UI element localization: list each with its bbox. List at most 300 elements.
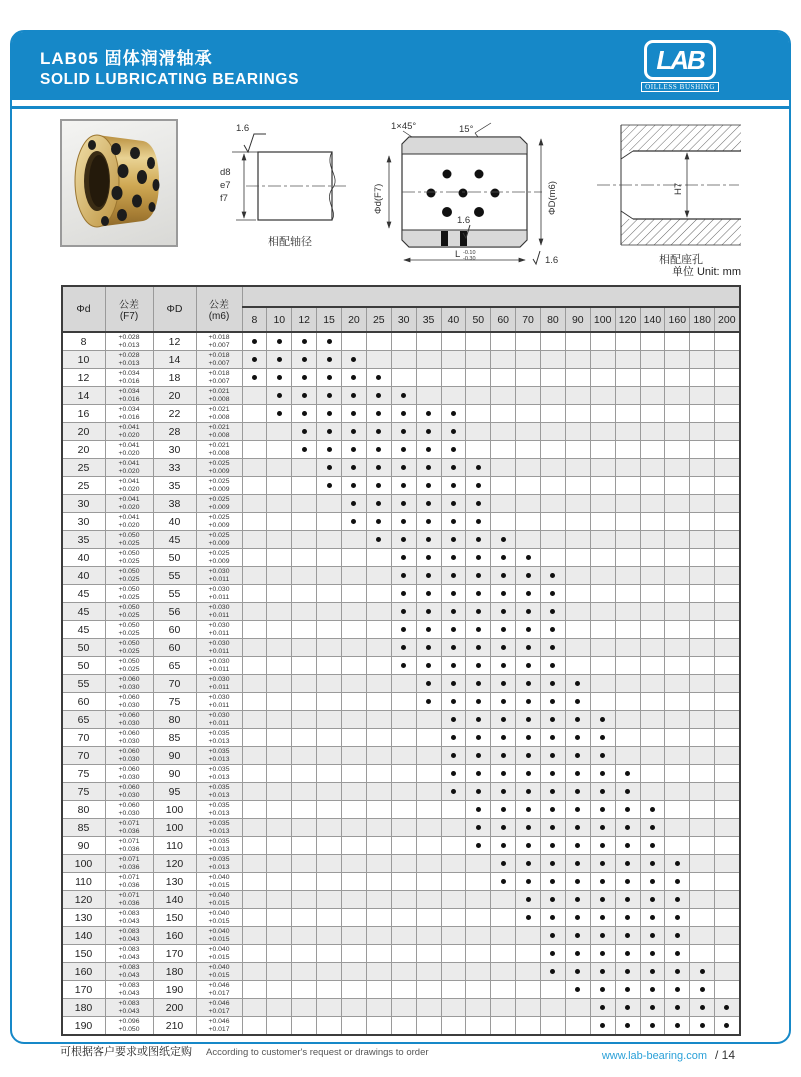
cell-D-tolerance: +0.035 +0.013 (196, 801, 242, 819)
cell-inner-diameter: 140 (62, 927, 106, 945)
cell-d-tolerance: +0.060 +0.030 (105, 729, 153, 747)
cell-length-200 (715, 999, 740, 1017)
table-row (62, 819, 740, 837)
cell-length-25 (366, 747, 391, 765)
cell-length-10 (267, 711, 292, 729)
cell-D-tolerance: +0.035 +0.013 (196, 747, 242, 765)
availability-dot (376, 483, 381, 488)
cell-length-120 (615, 657, 640, 675)
cell-length-12 (292, 729, 317, 747)
availability-dot (426, 627, 431, 632)
cell-length-200 (715, 945, 740, 963)
availability-dot (550, 843, 555, 848)
cell-length-25 (366, 332, 391, 351)
cell-length-10 (267, 999, 292, 1017)
cell-length-50 (466, 513, 491, 531)
availability-dot (675, 1023, 680, 1028)
cell-length-15 (317, 783, 342, 801)
cell-length-12 (292, 423, 317, 441)
table-row (62, 765, 740, 783)
availability-dot (526, 627, 531, 632)
cell-length-40 (441, 459, 466, 477)
availability-dot (426, 681, 431, 686)
col-header-D: ΦD (153, 286, 196, 332)
length-col-header: 80 (541, 307, 566, 332)
availability-dot (526, 555, 531, 560)
cell-length-50 (466, 495, 491, 513)
cell-length-90 (565, 927, 590, 945)
availability-dot (401, 429, 406, 434)
availability-dot (476, 717, 481, 722)
cell-length-35 (416, 909, 441, 927)
availability-dot (575, 933, 580, 938)
cell-length-25 (366, 675, 391, 693)
cell-length-120 (615, 765, 640, 783)
cell-length-80 (541, 945, 566, 963)
cell-length-20 (342, 999, 367, 1017)
cell-D-tolerance: +0.030 +0.011 (196, 585, 242, 603)
availability-dot (550, 699, 555, 704)
cell-length-15 (317, 891, 342, 909)
cell-length-60 (491, 873, 516, 891)
cell-D-tolerance: +0.025 +0.009 (196, 495, 242, 513)
availability-dot (476, 753, 481, 758)
cell-length-15 (317, 441, 342, 459)
availability-dot (575, 879, 580, 884)
cell-length-70 (516, 765, 541, 783)
housing-drawing (593, 119, 743, 269)
cell-length-25 (366, 441, 391, 459)
cell-length-50 (466, 459, 491, 477)
cell-length-25 (366, 909, 391, 927)
availability-dot (476, 771, 481, 776)
availability-dot (675, 915, 680, 920)
cell-outer-diameter: 50 (153, 549, 196, 567)
cell-length-12 (292, 657, 317, 675)
cell-D-tolerance: +0.035 +0.013 (196, 819, 242, 837)
shaft-drawing (196, 119, 348, 259)
cell-d-tolerance: +0.034 +0.016 (105, 405, 153, 423)
availability-dot (625, 1023, 630, 1028)
availability-dot (501, 537, 506, 542)
cell-length-100 (590, 585, 615, 603)
cell-length-8 (242, 549, 267, 567)
cell-length-140 (640, 531, 665, 549)
cell-length-10 (267, 387, 292, 405)
od-dim-label: ΦD(m6) (546, 181, 558, 215)
cell-length-50 (466, 369, 491, 387)
cell-length-25 (366, 729, 391, 747)
availability-dot (501, 789, 506, 794)
availability-dot (675, 969, 680, 974)
cell-length-70 (516, 711, 541, 729)
cell-length-200 (715, 477, 740, 495)
availability-dot (600, 1005, 605, 1010)
inner-finish-label: 1.6 (456, 215, 470, 226)
cell-length-50 (466, 801, 491, 819)
cell-length-12 (292, 981, 317, 999)
cell-length-35 (416, 675, 441, 693)
availability-dot (550, 825, 555, 830)
cell-D-tolerance: +0.046 +0.017 (196, 999, 242, 1017)
table-row (62, 531, 740, 549)
cell-length-50 (466, 837, 491, 855)
cell-length-35 (416, 999, 441, 1017)
cell-length-40 (441, 369, 466, 387)
cell-length-200 (715, 873, 740, 891)
availability-dot (426, 645, 431, 650)
cell-length-60 (491, 459, 516, 477)
cell-length-25 (366, 513, 391, 531)
cell-length-140 (640, 909, 665, 927)
cell-length-12 (292, 963, 317, 981)
website-link[interactable]: www.lab-bearing.com (601, 1050, 707, 1062)
cell-length-60 (491, 531, 516, 549)
cell-length-80 (541, 603, 566, 621)
cell-length-12 (292, 495, 317, 513)
cell-length-50 (466, 945, 491, 963)
cell-length-200 (715, 819, 740, 837)
table-row (62, 801, 740, 819)
cell-length-20 (342, 909, 367, 927)
page-titles (40, 44, 299, 89)
availability-dot (376, 519, 381, 524)
availability-dot (327, 375, 332, 380)
availability-dot (526, 753, 531, 758)
cell-length-160 (665, 513, 690, 531)
cell-length-25 (366, 495, 391, 513)
table-row (62, 783, 740, 801)
availability-dot (401, 555, 406, 560)
cell-length-70 (516, 567, 541, 585)
availability-dot (625, 1005, 630, 1010)
length-col-header: 35 (416, 307, 441, 332)
cell-length-70 (516, 819, 541, 837)
cell-length-15 (317, 531, 342, 549)
cell-length-160 (665, 873, 690, 891)
cell-length-90 (565, 603, 590, 621)
cell-length-40 (441, 657, 466, 675)
length-col-header: 70 (516, 307, 541, 332)
cell-length-90 (565, 891, 590, 909)
cell-d-tolerance: +0.060 +0.030 (105, 747, 153, 765)
cell-length-10 (267, 531, 292, 549)
length-header-spacer (242, 286, 740, 307)
cell-length-140 (640, 981, 665, 999)
cell-length-8 (242, 621, 267, 639)
cell-length-25 (366, 711, 391, 729)
cell-length-70 (516, 603, 541, 621)
cell-length-70 (516, 495, 541, 513)
cell-length-20 (342, 873, 367, 891)
cell-length-30 (391, 477, 416, 495)
table-row (62, 999, 740, 1017)
availability-dot (476, 681, 481, 686)
cell-length-8 (242, 657, 267, 675)
table-row (62, 621, 740, 639)
cell-length-180 (690, 441, 715, 459)
cell-length-40 (441, 729, 466, 747)
cell-outer-diameter: 40 (153, 513, 196, 531)
cell-length-160 (665, 945, 690, 963)
cell-d-tolerance: +0.060 +0.030 (105, 675, 153, 693)
cell-length-12 (292, 477, 317, 495)
cell-length-80 (541, 621, 566, 639)
cell-length-20 (342, 837, 367, 855)
availability-dot (600, 825, 605, 830)
cell-length-160 (665, 909, 690, 927)
cell-length-120 (615, 603, 640, 621)
cell-length-12 (292, 693, 317, 711)
cell-length-80 (541, 783, 566, 801)
cell-length-50 (466, 873, 491, 891)
availability-dot (550, 735, 555, 740)
cell-outer-diameter: 14 (153, 351, 196, 369)
availability-dot (625, 843, 630, 848)
cell-length-25 (366, 531, 391, 549)
cell-length-10 (267, 747, 292, 765)
cell-length-200 (715, 909, 740, 927)
availability-dot (501, 807, 506, 812)
cell-length-160 (665, 441, 690, 459)
cell-length-200 (715, 927, 740, 945)
cell-length-200 (715, 675, 740, 693)
cell-length-30 (391, 855, 416, 873)
cell-d-tolerance: +0.041 +0.020 (105, 477, 153, 495)
availability-dot (451, 465, 456, 470)
cell-length-140 (640, 783, 665, 801)
cell-length-12 (292, 909, 317, 927)
cell-length-70 (516, 927, 541, 945)
table-row (62, 729, 740, 747)
availability-dot (376, 501, 381, 506)
cell-length-160 (665, 423, 690, 441)
cell-length-15 (317, 567, 342, 585)
svg-text:f7: f7 (220, 193, 229, 204)
cell-length-140 (640, 855, 665, 873)
cell-length-100 (590, 621, 615, 639)
cell-length-20 (342, 621, 367, 639)
cell-length-70 (516, 747, 541, 765)
cell-length-180 (690, 909, 715, 927)
cell-length-160 (665, 927, 690, 945)
cell-length-80 (541, 837, 566, 855)
cell-d-tolerance: +0.083 +0.043 (105, 927, 153, 945)
availability-dot (327, 429, 332, 434)
cell-D-tolerance: +0.035 +0.013 (196, 765, 242, 783)
cell-length-80 (541, 1017, 566, 1036)
cell-length-35 (416, 1017, 441, 1036)
cell-inner-diameter: 130 (62, 909, 106, 927)
availability-dot (451, 771, 456, 776)
cell-length-25 (366, 585, 391, 603)
cell-length-120 (615, 711, 640, 729)
cell-length-50 (466, 621, 491, 639)
cell-length-35 (416, 441, 441, 459)
availability-dot (351, 519, 356, 524)
cell-length-35 (416, 819, 441, 837)
cell-length-10 (267, 927, 292, 945)
cell-length-8 (242, 927, 267, 945)
cell-length-35 (416, 369, 441, 387)
cell-length-70 (516, 531, 541, 549)
cell-length-15 (317, 765, 342, 783)
cell-length-8 (242, 711, 267, 729)
cell-length-35 (416, 603, 441, 621)
cell-length-180 (690, 873, 715, 891)
cell-length-35 (416, 405, 441, 423)
cell-length-180 (690, 927, 715, 945)
cell-inner-diameter: 30 (62, 513, 106, 531)
cell-length-40 (441, 1017, 466, 1036)
cell-length-200 (715, 783, 740, 801)
cell-outer-diameter: 80 (153, 711, 196, 729)
cell-length-20 (342, 729, 367, 747)
cell-length-60 (491, 837, 516, 855)
availability-dot (650, 1023, 655, 1028)
cell-length-40 (441, 603, 466, 621)
cell-length-15 (317, 873, 342, 891)
cell-length-15 (317, 837, 342, 855)
cell-D-tolerance: +0.025 +0.009 (196, 513, 242, 531)
cell-length-30 (391, 531, 416, 549)
cell-length-120 (615, 369, 640, 387)
header-band (12, 32, 789, 100)
cell-length-90 (565, 351, 590, 369)
cell-length-160 (665, 387, 690, 405)
cell-length-10 (267, 423, 292, 441)
cell-outer-diameter: 75 (153, 693, 196, 711)
availability-dot (476, 789, 481, 794)
cell-length-50 (466, 999, 491, 1017)
cell-length-8 (242, 891, 267, 909)
cell-length-40 (441, 891, 466, 909)
cell-length-200 (715, 801, 740, 819)
cell-length-50 (466, 819, 491, 837)
cell-length-10 (267, 729, 292, 747)
cell-length-80 (541, 405, 566, 423)
cell-d-tolerance: +0.071 +0.036 (105, 819, 153, 837)
availability-dot (401, 591, 406, 596)
availability-dot (550, 645, 555, 650)
cell-outer-diameter: 55 (153, 585, 196, 603)
cell-length-70 (516, 549, 541, 567)
availability-dot (526, 897, 531, 902)
cell-length-35 (416, 891, 441, 909)
availability-dot (351, 501, 356, 506)
availability-dot (451, 627, 456, 632)
availability-dot (650, 933, 655, 938)
bore-dim-label: Φd(F7) (372, 183, 384, 214)
availability-dot (476, 825, 481, 830)
cell-length-60 (491, 477, 516, 495)
cell-length-120 (615, 1017, 640, 1036)
cell-outer-diameter: 200 (153, 999, 196, 1017)
cell-length-20 (342, 477, 367, 495)
availability-dot (501, 555, 506, 560)
cell-length-80 (541, 909, 566, 927)
cell-length-60 (491, 909, 516, 927)
cell-length-30 (391, 459, 416, 477)
cell-length-70 (516, 855, 541, 873)
length-col-header: 20 (342, 307, 367, 332)
cell-length-100 (590, 855, 615, 873)
cell-length-60 (491, 351, 516, 369)
cell-length-200 (715, 585, 740, 603)
cell-length-8 (242, 387, 267, 405)
cell-length-180 (690, 981, 715, 999)
availability-dot (550, 609, 555, 614)
cell-length-200 (715, 513, 740, 531)
cell-length-25 (366, 819, 391, 837)
cell-length-8 (242, 477, 267, 495)
availability-dot (575, 825, 580, 830)
cell-outer-diameter: 22 (153, 405, 196, 423)
cell-length-140 (640, 332, 665, 351)
cell-length-8 (242, 837, 267, 855)
cell-length-80 (541, 693, 566, 711)
cell-length-160 (665, 981, 690, 999)
cell-length-60 (491, 585, 516, 603)
cell-length-80 (541, 855, 566, 873)
table-row (62, 1017, 740, 1036)
cell-length-40 (441, 981, 466, 999)
cell-length-30 (391, 423, 416, 441)
cell-length-200 (715, 332, 740, 351)
cell-length-15 (317, 369, 342, 387)
table-row (62, 963, 740, 981)
length-tol-lower: -0.30 (462, 256, 476, 262)
cell-length-40 (441, 963, 466, 981)
cell-inner-diameter: 25 (62, 459, 106, 477)
cell-length-60 (491, 711, 516, 729)
cell-length-120 (615, 405, 640, 423)
cell-length-50 (466, 909, 491, 927)
cell-length-120 (615, 621, 640, 639)
availability-dot (376, 447, 381, 452)
table-row (62, 891, 740, 909)
cell-length-35 (416, 513, 441, 531)
cell-length-40 (441, 909, 466, 927)
cell-length-90 (565, 477, 590, 495)
table-row (62, 567, 740, 585)
availability-dot (476, 591, 481, 596)
cell-length-70 (516, 657, 541, 675)
cell-d-tolerance: +0.096 +0.050 (105, 1017, 153, 1036)
cell-length-25 (366, 387, 391, 405)
cell-length-70 (516, 981, 541, 999)
cell-length-35 (416, 387, 441, 405)
cell-length-8 (242, 675, 267, 693)
cell-D-tolerance: +0.040 +0.015 (196, 945, 242, 963)
bushing-body (75, 135, 160, 227)
cell-length-90 (565, 369, 590, 387)
cell-outer-diameter: 33 (153, 459, 196, 477)
table-row (62, 441, 740, 459)
availability-dot (724, 1005, 729, 1010)
cell-outer-diameter: 160 (153, 927, 196, 945)
cell-length-100 (590, 369, 615, 387)
cell-length-40 (441, 387, 466, 405)
availability-dot (600, 717, 605, 722)
housing-bore-label: H7 (672, 182, 684, 195)
cell-length-120 (615, 873, 640, 891)
cell-length-100 (590, 711, 615, 729)
cell-length-60 (491, 801, 516, 819)
cell-length-12 (292, 531, 317, 549)
cell-length-15 (317, 459, 342, 477)
length-col-header: 60 (491, 307, 516, 332)
